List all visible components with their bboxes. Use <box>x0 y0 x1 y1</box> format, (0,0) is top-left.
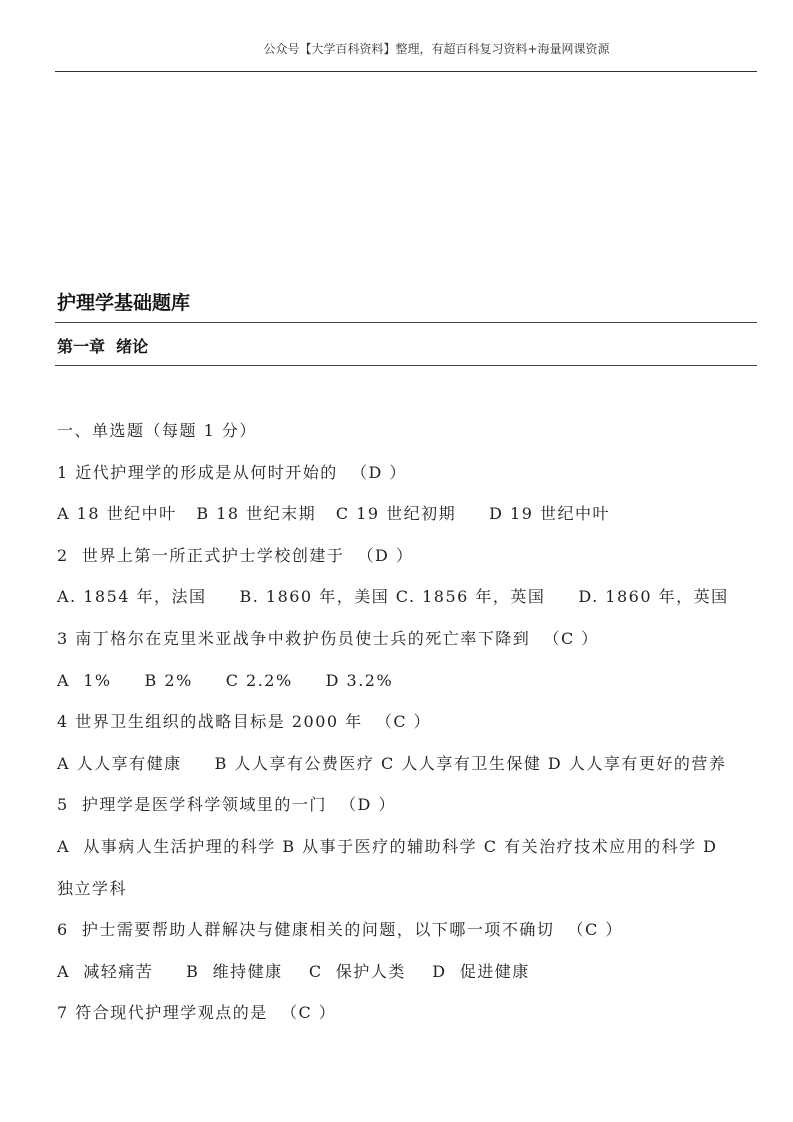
chapter-divider <box>55 365 757 366</box>
question-options: A 减轻痛苦 B 维持健康 C 保护人类 D 促进健康 <box>57 961 530 981</box>
question-stem: 7 符合现代护理学观点的是 （C ） <box>57 1003 337 1023</box>
question-stem: 6 护士需要帮助人群解决与健康相关的问题，以下哪一项不确切 （C ） <box>57 920 623 940</box>
document-title: 护理学基础题库 <box>57 292 191 314</box>
question-list <box>57 420 767 1044</box>
page-header-text: 公众号【大学百科资料】整理，有超百科复习资料+海量网课资源 <box>263 42 610 56</box>
question-options: A. 1854 年，法国 B. 1860 年，美国 C. 1856 年，英国 D. 1860 年，英国 <box>57 587 729 607</box>
question-options: A 从事病人生活护理的科学 B 从事于医疗的辅助科学 C 有关治疗技术应用的科学 D <box>57 836 718 856</box>
question-stem: 2 世界上第一所正式护士学校创建于 （D ） <box>57 545 414 565</box>
question-options: A 人人享有健康 B 人人享有公费医疗 C 人人享有卫生保健 D 人人享有更好的营养 <box>57 753 727 773</box>
question-stem: 4 世界卫生组织的战略目标是 2000 年 （C ） <box>57 712 432 732</box>
question-stem: 1 近代护理学的形成是从何时开始的 （D ） <box>57 462 407 482</box>
question-stem: 5 护理学是医学科学领域里的一门 （D ） <box>57 795 396 815</box>
chapter-heading: 第一章 绪论 <box>57 337 149 356</box>
question-options: A 1% B 2% C 2.2% D 3.2% <box>57 670 394 690</box>
question-options: A 18 世纪中叶 B 18 世纪末期 C 19 世纪初期 D 19 世纪中叶 <box>57 504 610 524</box>
question-stem: 3 南丁格尔在克里米亚战争中救护伤员使士兵的死亡率下降到 （C ） <box>57 628 599 648</box>
title-divider <box>55 322 757 323</box>
question-options-continued: 独立学科 <box>57 878 128 898</box>
section-heading: 一、单选题（每题 1 分） <box>57 421 257 440</box>
header-divider <box>55 71 757 72</box>
